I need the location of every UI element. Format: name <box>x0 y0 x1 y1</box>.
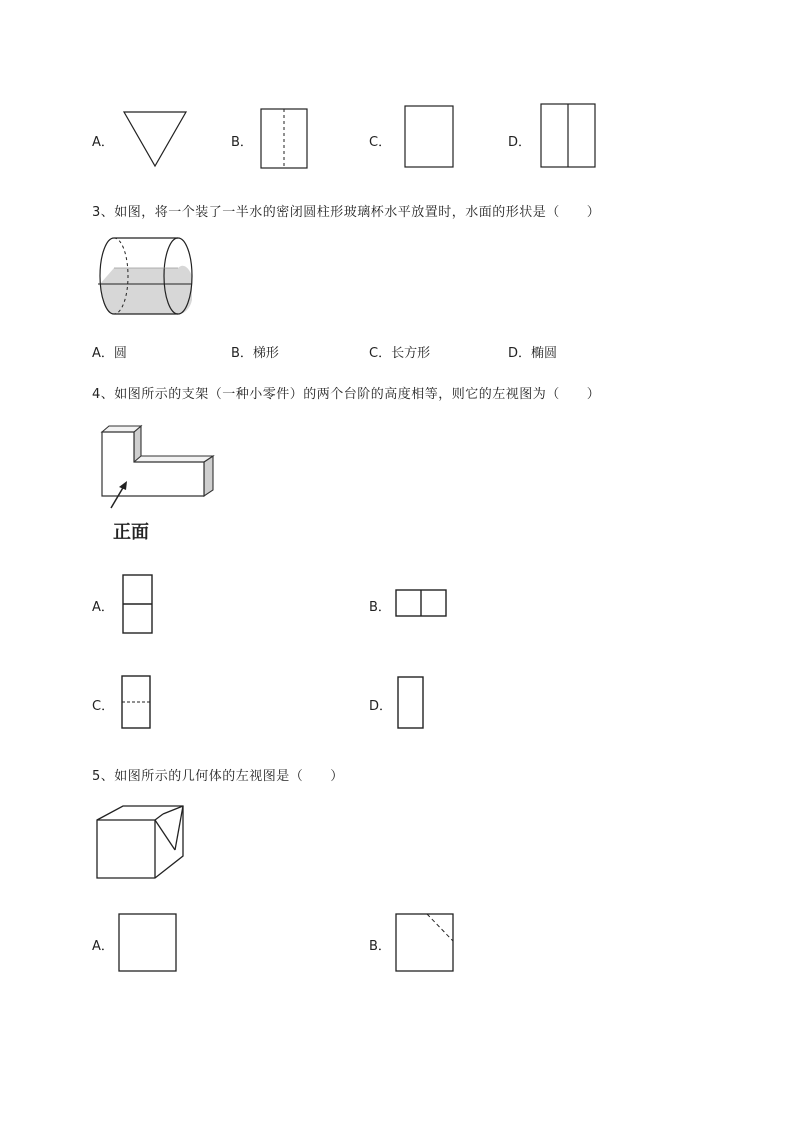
q3-option-c-letter: C． <box>369 346 392 361</box>
q4-option-a-figure <box>122 574 154 636</box>
question-5-text: 5、如图所示的几何体的左视图是（ ） <box>92 769 344 784</box>
q3-option-a-letter: A． <box>92 346 114 361</box>
q3-option-d-label: 椭圆 <box>531 346 558 361</box>
q2-option-a-figure <box>120 110 190 170</box>
q3-option-b-label: 梯形 <box>252 346 279 361</box>
q5-option-b-figure <box>395 913 455 973</box>
q3-option-a <box>92 342 127 361</box>
q2-option-d-letter: D． <box>508 135 532 150</box>
q3-option-d-letter: D． <box>508 346 532 361</box>
q4-option-c-figure <box>121 675 153 731</box>
q4-option-d-figure <box>397 676 425 730</box>
q4-front-label: 正面 <box>113 522 149 543</box>
q3-option-b <box>231 342 279 361</box>
q3-option-a-label: 圆 <box>113 346 127 361</box>
q3-option-b-letter: B． <box>231 346 253 361</box>
q2-option-d-figure <box>540 103 597 169</box>
q3-option-c-label: 长方形 <box>391 346 431 361</box>
q4-option-b-figure <box>395 589 449 619</box>
q5-solid-figure <box>95 804 189 884</box>
q2-option-c-figure <box>404 105 456 169</box>
q2-option-a-letter: A． <box>92 135 114 150</box>
q5-option-a-figure <box>118 913 178 973</box>
q4-option-b-letter: B． <box>369 600 391 615</box>
q5-option-b-letter: B． <box>369 939 391 954</box>
q4-option-d-letter: D． <box>369 699 393 714</box>
q5-option-a-letter: A． <box>92 939 114 954</box>
question-4-text: 4、如图所示的支架（一种小零件）的两个台阶的高度相等，则它的左视图为（ ） <box>92 387 601 402</box>
q3-option-c <box>369 342 430 361</box>
question-3-text: 3、如图，将一个装了一半水的密闭圆柱形玻璃杯水平放置时，水面的形状是（ ） <box>92 205 601 220</box>
q2-option-c-letter: C． <box>369 135 392 150</box>
q3-cylinder-figure <box>92 236 202 318</box>
q3-option-d <box>508 342 557 361</box>
q4-option-a-letter: A． <box>92 600 114 615</box>
q4-option-c-letter: C． <box>92 699 115 714</box>
q2-option-b-letter: B． <box>231 135 253 150</box>
q2-option-b-figure <box>260 108 310 170</box>
q4-bracket-figure <box>98 424 218 504</box>
